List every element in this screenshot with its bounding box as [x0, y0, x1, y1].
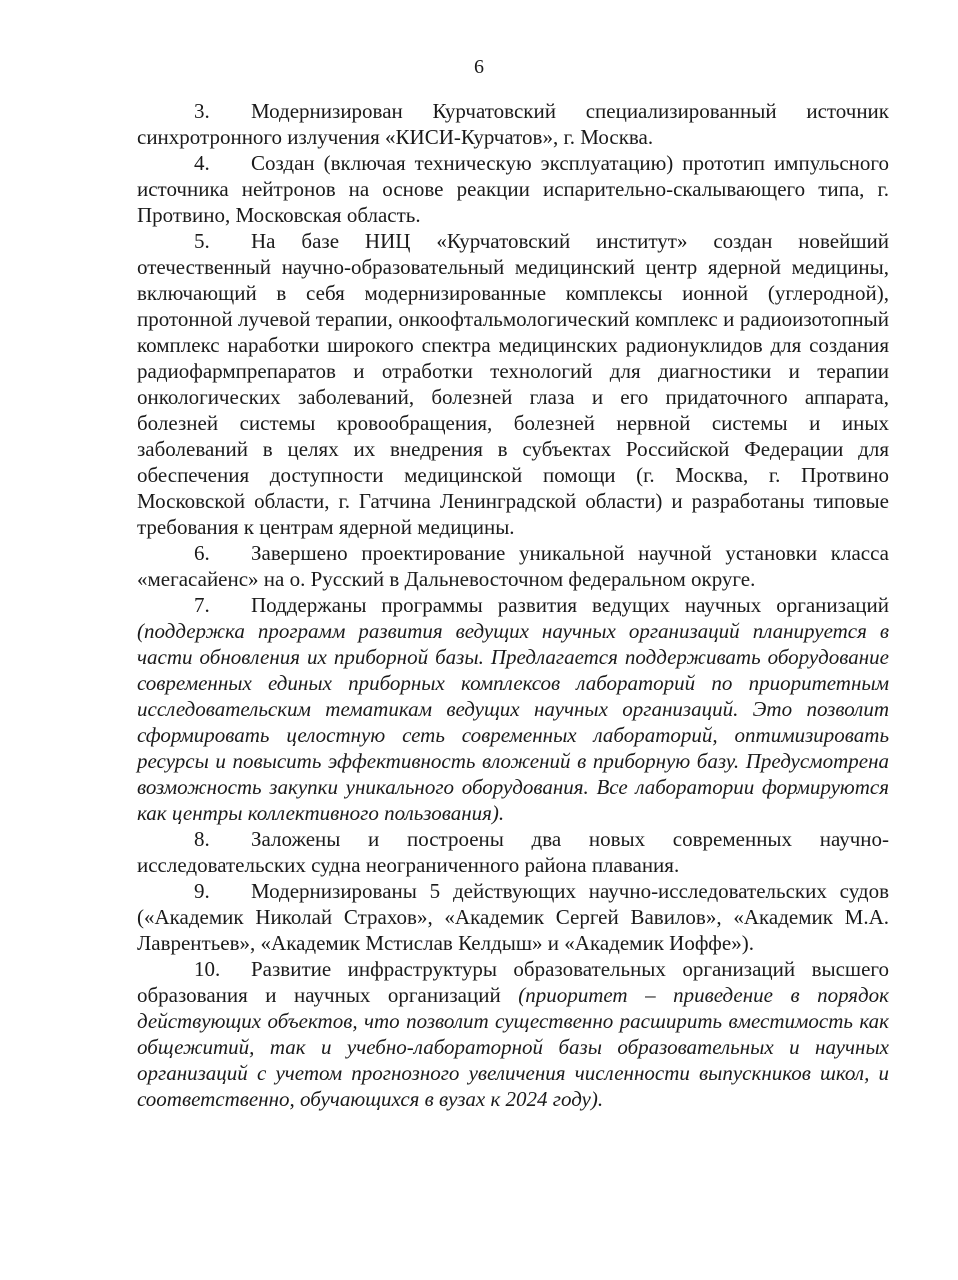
item-number: 3. [194, 99, 210, 123]
item-number: 10. [194, 957, 221, 981]
list-item-10 [137, 956, 889, 1112]
list-item-6 [137, 540, 889, 592]
list-item-3 [137, 98, 889, 150]
item-text: Модернизирован Курчатовский специализированный источник синхротронного излучения «КИСИ-Курчатов», г. Москва. [137, 99, 889, 149]
item-note: (поддержка программ развития ведущих научных организаций планируется в части обновления их приборной базы. Предлагается поддерживать оборудование современных единых приборных комплексов лабораторий по приоритетным исследовательским тематикам ведущих научных организаций. Это позволит сформировать целостную сеть современных лабораторий, оптимизировать ресурсы и повысить эффективность вложений в приборную базу. Предусмотрена возможность закупки уникального оборудования. Все лаборатории формируются как центры коллективного пользования). [137, 619, 889, 825]
item-number: 8. [194, 827, 210, 851]
item-text: Модернизированы 5 действующих научно-исследовательских судов («Академик Николай Страхов», «Академик Сергей Вавилов», «Академик М.А. Лаврентьев», «Академик Мстислав Келдыш» и «Академик Иоффе»). [137, 879, 889, 955]
item-number: 9. [194, 879, 210, 903]
item-text: Развитие инфраструктуры образовательных организаций высшего образования и научных организаций [137, 957, 889, 1007]
item-number: 5. [194, 229, 210, 253]
item-number: 6. [194, 541, 210, 565]
item-text: На базе НИЦ «Курчатовский институт» создан новейший отечественный научно-образовательный медицинский центр ядерной медицины, включающий в себя модернизированные комплексы ионной (углеродной), протонной лучевой терапии, онкоофтальмологический комплекс и радиоизотопный комплекс наработки широкого спектра медицинских радионуклидов для создания радиофармпрепаратов и отработки технологий для диагностики и терапии онкологических заболеваний, болезней глаза и его придаточного аппарата, болезней системы кровообращения, болезней нервной системы и иных заболеваний в целях их внедрения в субъектах Российской Федерации для обеспечения доступности медицинской помощи (г. Москва, г. Протвино Московской области, г. Гатчина Ленинградской области) и разработаны типовые требования к центрам ядерной медицины. [137, 229, 889, 539]
item-number: 4. [194, 151, 210, 175]
list-item-8 [137, 826, 889, 878]
list-item-5 [137, 228, 889, 540]
item-text: Завершено проектирование уникальной научной установки класса «мегасайенс» на о. Русский в Дальневосточном федеральном округе. [137, 541, 889, 591]
list-item-4 [137, 150, 889, 228]
item-note: (приоритет – приведение в порядок действующих объектов, что позволит существенно расширить вместимость как общежитий, так и учебно-лабораторной базы образовательных и научных организаций с учетом прогнозного увеличения численности выпускников школ, и соответственно, обучающихся в вузах к 2024 году). [137, 983, 890, 1111]
page-number: 6 [474, 56, 484, 78]
list-item-9 [137, 878, 889, 956]
list-item-7 [137, 592, 889, 826]
item-text: Создан (включая техническую эксплуатацию) прототип импульсного источника нейтронов на основе реакции испарительно-скалывающего типа, г. Протвино, Московская область. [137, 151, 889, 227]
document-body [137, 98, 889, 1112]
item-text: Поддержаны программы развития ведущих научных организаций [251, 593, 889, 617]
item-number: 7. [194, 593, 210, 617]
item-text: Заложены и построены два новых современных научно-исследовательских судна неограниченного района плавания. [137, 827, 889, 877]
